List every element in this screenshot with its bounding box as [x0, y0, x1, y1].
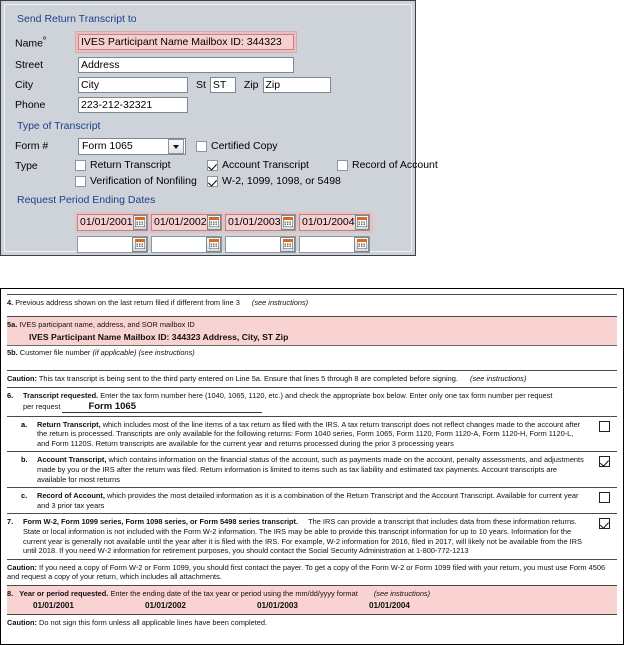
verification-of-nonfiling-label: Verification of Nonfiling — [90, 175, 197, 187]
ives-participant-value: IVES Participant Name Mailbox ID: 344323 Address, City, ST Zip — [29, 332, 289, 343]
verification-of-nonfiling-checkbox[interactable] — [75, 175, 197, 188]
form-number-row — [15, 138, 401, 155]
caution-1-label: Caution: — [7, 373, 37, 383]
caution-3 — [7, 615, 617, 631]
line-4 — [7, 295, 617, 316]
line-8-date-2: 01/01/2002 — [145, 601, 186, 611]
phone-row — [15, 97, 401, 113]
line-7-checkbox[interactable] — [599, 518, 610, 529]
line-5b-note: (if applicable) (see instructions) — [92, 348, 195, 358]
form-number-value: Form 1065 — [82, 140, 133, 152]
w2-1099-1098-5498-label: W-2, 1099, 1098, or 5498 — [222, 175, 341, 187]
calendar-icon[interactable] — [354, 237, 369, 252]
line-5b — [7, 346, 617, 370]
w2-1099-1098-5498-box[interactable] — [207, 176, 218, 187]
line-6-number: 6. — [7, 391, 14, 401]
item-c-text: which provides the most detailed information as it is a combination of the Return Transcript and the Account Transcript. Available for current year and 3 prior tax years — [37, 491, 579, 510]
line-8-date-4: 01/01/2004 — [369, 601, 410, 611]
item-c-letter: c. — [21, 491, 28, 501]
date-row-highlight — [75, 212, 373, 233]
line-6-title: Transcript requested. — [23, 391, 99, 401]
caution-2 — [7, 560, 617, 585]
item-a-title: Return Transcript, — [37, 419, 101, 429]
line-8-date-1: 01/01/2001 — [33, 601, 74, 611]
type-label: Type — [15, 160, 38, 172]
date-row-2 — [75, 236, 373, 253]
line-7-number: 7. — [7, 517, 14, 527]
date-picker-2-value: 01/01/2002 — [154, 216, 207, 228]
caution-3-text: Do not sign this form unless all applicable lines have been completed. — [39, 618, 268, 628]
panel-inner — [4, 4, 438, 252]
send-return-transcript-group-title: Send Return Transcript to — [17, 13, 137, 25]
request-period-group-title: Request Period Ending Dates — [17, 194, 156, 206]
line-8-text: Enter the ending date of the tax year or period using the mm/dd/yyyy format — [110, 588, 358, 598]
account-transcript-checkbox[interactable] — [207, 159, 327, 172]
calendar-icon[interactable] — [355, 215, 369, 230]
line-7 — [7, 514, 617, 558]
date-picker-2[interactable] — [151, 214, 222, 231]
line-8 — [7, 586, 617, 615]
line-8-date-3: 01/01/2003 — [257, 601, 298, 611]
item-b — [7, 452, 617, 487]
st-label: St — [196, 78, 206, 91]
phone-input[interactable]: 223-212-32321 — [78, 97, 188, 113]
item-b-text: which contains information on the financial status of the account, such as payments made on the account, penalty assessments, and adjustments made by you or the IRS after the return was filed. Return information is limited to items such as tax liability and estimated tax payments. Account transcripts are available for most returns — [37, 455, 584, 484]
item-b-title: Account Transcript, — [37, 455, 107, 465]
city-input[interactable]: City — [78, 77, 188, 93]
name-field-highlight — [75, 31, 297, 53]
date-picker-4[interactable] — [299, 214, 370, 231]
return-transcript-label: Return Transcript — [90, 159, 171, 171]
line-4-text: Previous address shown on the last return filed if different from line 3 — [15, 298, 240, 307]
calendar-icon[interactable] — [281, 215, 295, 230]
line-6 — [7, 388, 617, 415]
name-row — [15, 31, 401, 53]
calendar-icon[interactable] — [206, 237, 221, 252]
caution-1-note: (see instructions) — [470, 373, 527, 383]
line-8-number: 8. — [7, 588, 14, 598]
street-row — [15, 57, 401, 73]
return-transcript-checkbox[interactable] — [75, 159, 197, 172]
date-picker-1[interactable] — [77, 214, 148, 231]
line-4-number: 4. — [7, 298, 14, 307]
line-5a — [7, 317, 617, 346]
line-8-title: Year or period requested. — [19, 588, 109, 598]
return-transcript-box[interactable] — [75, 160, 86, 171]
caution-2-text: If you need a copy of Form W-2 or Form 1099, you should first contact the payer. To get a copy of the Form W-2 or Form 1099 filed with your return, you must use Form 4506 and request a copy of your return, which includes all attachments. — [7, 562, 606, 582]
item-c-title: Record of Account, — [37, 491, 105, 501]
type-row — [15, 159, 438, 188]
item-c — [7, 488, 617, 513]
form-number-select[interactable] — [78, 138, 186, 155]
verification-of-nonfiling-box[interactable] — [75, 176, 86, 187]
record-of-account-box[interactable] — [337, 160, 348, 171]
line-7-text: The IRS can provide a transcript that includes data from these information returns. State or local information is not included with the Form W-2 information. The IRS may be able to provide this transcript information for up to 10 years. Information for the current year is generally not available until the year after it is filed with the IRS. For example, W-2 information for 2016, filed in 2017, will likely not be available from the IRS until 2018. If you need W-2 information for retirement purposes, you should contact the Social Security Administration at 1-800-772-1213 — [23, 517, 582, 556]
item-b-checkbox[interactable] — [599, 456, 610, 467]
name-label: Name$^º$ — [15, 35, 46, 50]
w2-1099-1098-5498-checkbox[interactable] — [207, 175, 341, 188]
line-6-sub-label: per request — [23, 401, 61, 411]
item-c-checkbox[interactable] — [599, 492, 610, 503]
zip-label: Zip — [243, 78, 259, 91]
caution-1-text: This tax transcript is being sent to the third party entered on Line 5a. Ensure that lines 5 through 8 are completed before signing. — [38, 373, 458, 383]
line-6-form-entry[interactable]: Form 1065 — [62, 402, 262, 413]
name-input[interactable]: IVES Participant Name Mailbox ID: 344323 — [78, 34, 294, 50]
city-row — [15, 77, 401, 93]
type-of-transcript-group-title: Type of Transcript — [17, 120, 101, 132]
date-picker-7[interactable] — [225, 236, 296, 253]
calendar-icon[interactable] — [133, 215, 147, 230]
line-6-text: Enter the tax form number here (1040, 1065, 1120, etc.) and check the appropriate box below. Enter only one tax form number per request — [100, 391, 553, 401]
caution-3-label: Caution: — [7, 618, 37, 628]
item-a-text: which includes most of the line items of a tax return as filed with the IRS. A tax return transcript does not reflect changes made to the account after the return is processed. Transcripts are only available for the following returns: Form 1040 series, Form 1065, Form 1120, Form 1120-A, Form 1120-H, Form 1120-L, and Form 1120S. Return transcripts are available for the current year and returns processed during the prior 3 processing years — [37, 419, 581, 448]
line-8-dates — [7, 598, 617, 614]
item-b-letter: b. — [21, 455, 28, 465]
form-number-label: Form # — [15, 140, 49, 152]
line-5a-number: 5a. — [7, 319, 18, 329]
account-transcript-box[interactable] — [207, 160, 218, 171]
transcript-request-panel — [0, 0, 438, 256]
name-label-sup: º — [43, 35, 46, 45]
line-4-note: (see instructions) — [251, 298, 309, 307]
calendar-icon[interactable] — [280, 237, 295, 252]
item-a-checkbox[interactable] — [599, 421, 610, 432]
city-label: City — [15, 78, 34, 91]
record-of-account-checkbox[interactable] — [337, 159, 438, 172]
certified-copy-label: Certified Copy — [211, 140, 278, 152]
calendar-icon[interactable] — [207, 215, 221, 230]
certified-copy-checkbox[interactable] — [196, 140, 278, 153]
date-picker-4-value: 01/01/2004 — [302, 216, 355, 228]
zip-input[interactable]: Zip — [263, 77, 331, 93]
caution-2-label: Caution: — [7, 562, 37, 572]
street-input[interactable]: Address — [78, 57, 294, 73]
date-picker-5[interactable] — [77, 236, 148, 253]
calendar-icon[interactable] — [132, 237, 147, 252]
record-of-account-label: Record of Account — [352, 159, 438, 171]
date-picker-3-value: 01/01/2003 — [228, 216, 281, 228]
form-4506t-document-preview — [0, 288, 624, 645]
line-5b-text: Customer file number — [19, 348, 91, 358]
date-picker-6[interactable] — [151, 236, 222, 253]
account-transcript-label: Account Transcript — [222, 159, 309, 171]
street-label: Street — [15, 58, 44, 71]
line-7-title: Form W-2, Form 1099 series, Form 1098 series, or Form 5498 series transcript. — [23, 517, 299, 527]
date-picker-3[interactable] — [225, 214, 296, 231]
state-input[interactable]: ST — [210, 77, 236, 93]
line-5a-text: IVES participant name, address, and SOR mailbox ID — [19, 319, 195, 329]
line-8-note: (see instructions) — [373, 588, 431, 598]
date-picker-8[interactable] — [299, 236, 370, 253]
item-a-letter: a. — [21, 419, 28, 429]
line-5b-number: 5b. — [7, 348, 18, 358]
phone-label: Phone — [15, 98, 46, 111]
date-picker-1-value: 01/01/2001 — [80, 216, 133, 228]
item-a — [7, 417, 617, 452]
caution-1 — [7, 371, 617, 388]
chevron-down-icon[interactable] — [168, 139, 184, 154]
certified-copy-box[interactable] — [196, 141, 207, 152]
